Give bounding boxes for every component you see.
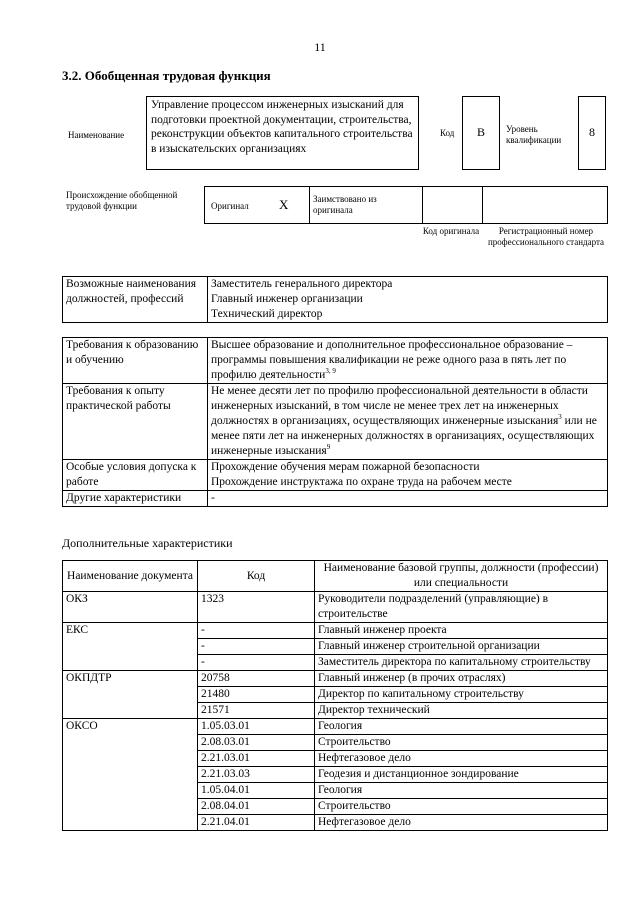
special-item: Прохождение обучения мерам пожарной безопасности xyxy=(211,461,480,473)
table-row xyxy=(63,719,608,735)
name-cell: Геология xyxy=(315,719,608,735)
name-value: Управление процессом инженерных изысканий для подготовки проектной документации, строительства, реконструкции объектов капитального строительства в изыскательских организациях xyxy=(146,96,419,170)
code-cell: 2.08.04.01 xyxy=(198,799,315,815)
name-cell: Главный инженер строительной организации xyxy=(315,639,608,655)
name-cell: Геодезия и дистанционное зондирование xyxy=(315,767,608,783)
original-mark: X xyxy=(279,197,289,212)
col-code-header: Код xyxy=(198,561,315,592)
code-cell: 21571 xyxy=(198,703,315,719)
special-item: Прохождение инструктажа по охране труда на рабочем месте xyxy=(211,476,512,488)
other-value: - xyxy=(208,491,608,507)
other-label: Другие характеристики xyxy=(63,491,208,507)
additional-table xyxy=(62,560,608,831)
reg-number-caption: Регистрационный номер профессионального стандарта xyxy=(487,226,605,247)
positions-table xyxy=(62,276,608,323)
code-cell: 21480 xyxy=(198,687,315,703)
name-label: Наименование xyxy=(68,130,125,140)
level-label: Уровень квалификации xyxy=(506,124,562,145)
education-label: Требования к образованию и обучению xyxy=(63,338,208,384)
code-cell: - xyxy=(198,639,315,655)
experience-label: Требования к опыту практической работы xyxy=(63,384,208,460)
position-item: Заместитель генерального директора xyxy=(211,278,393,290)
col-name-header: Наименование базовой группы, должности (профессии) или специальности xyxy=(315,561,608,592)
name-cell: Строительство xyxy=(315,735,608,751)
code-original-caption: Код оригинала xyxy=(422,226,480,236)
code-cell: 1.05.03.01 xyxy=(198,719,315,735)
level-value: 8 xyxy=(578,96,606,170)
special-label: Особые условия допуска к работе xyxy=(63,460,208,491)
code-cell: 1323 xyxy=(198,592,315,623)
position-item: Технический директор xyxy=(211,308,323,320)
section-title: 3.2. Обобщенная трудовая функция xyxy=(62,68,271,83)
special-list xyxy=(208,460,608,491)
code-cell: 2.08.03.01 xyxy=(198,735,315,751)
name-cell: Нефтегазовое дело xyxy=(315,815,608,831)
education-value: Высшее образование и дополнительное профессиональное образование – программы повышения квалификации не реже одного раза в пять лет по профилю деятельности$^{3, 9}$ xyxy=(208,338,608,384)
name-cell: Нефтегазовое дело xyxy=(315,751,608,767)
code-cell: 2.21.03.03 xyxy=(198,767,315,783)
table-row xyxy=(63,623,608,639)
name-cell: Руководители подразделений (управляющие) в строительстве xyxy=(315,592,608,623)
requirements-table xyxy=(62,337,608,507)
code-cell: - xyxy=(198,655,315,671)
page-number: 11 xyxy=(314,40,326,54)
positions-label: Возможные наименования должностей, профессий xyxy=(63,277,208,323)
name-cell: Директор технический xyxy=(315,703,608,719)
experience-value: Не менее десяти лет по профилю профессиональной деятельности в области инженерных изысканий, в том числе не менее трех лет на инженерных должностях в организациях, осуществляющих инженерные изыскания$^3$ или не менее пяти лет на инженерных должностях в организациях, осуществляющих инженерные изыскания$^9$ xyxy=(208,384,608,460)
doc-cell: ЕКС xyxy=(63,623,198,671)
code-cell: 2.21.04.01 xyxy=(198,815,315,831)
code-cell: 1.05.04.01 xyxy=(198,783,315,799)
position-item: Главный инженер организации xyxy=(211,293,363,305)
code-label: Код xyxy=(440,128,455,138)
doc-cell: ОКЗ xyxy=(63,592,198,623)
name-cell: Строительство xyxy=(315,799,608,815)
name-cell: Геология xyxy=(315,783,608,799)
positions-list xyxy=(208,277,608,323)
name-cell: Главный инженер проекта xyxy=(315,623,608,639)
code-cell: 20758 xyxy=(198,671,315,687)
doc-cell: ОКСО xyxy=(63,719,198,831)
additional-title: Дополнительные характеристики xyxy=(62,536,233,550)
additional-body xyxy=(63,592,608,831)
code-cell: 2.21.03.01 xyxy=(198,751,315,767)
origin-label: Происхождение обобщенной трудовой функции xyxy=(66,190,178,211)
col-doc-header: Наименование документа xyxy=(63,561,198,592)
table-row xyxy=(63,592,608,623)
original-label: Оригинал xyxy=(211,201,249,211)
doc-cell: ОКПДТР xyxy=(63,671,198,719)
code-value: В xyxy=(462,96,500,170)
code-cell: - xyxy=(198,623,315,639)
name-cell: Заместитель директора по капитальному строительству xyxy=(315,655,608,671)
borrowed-label: Заимствовано из оригинала xyxy=(313,194,377,215)
name-cell: Директор по капитальному строительству xyxy=(315,687,608,703)
origin-box xyxy=(204,186,608,224)
name-cell: Главный инженер (в прочих отраслях) xyxy=(315,671,608,687)
table-row xyxy=(63,671,608,687)
